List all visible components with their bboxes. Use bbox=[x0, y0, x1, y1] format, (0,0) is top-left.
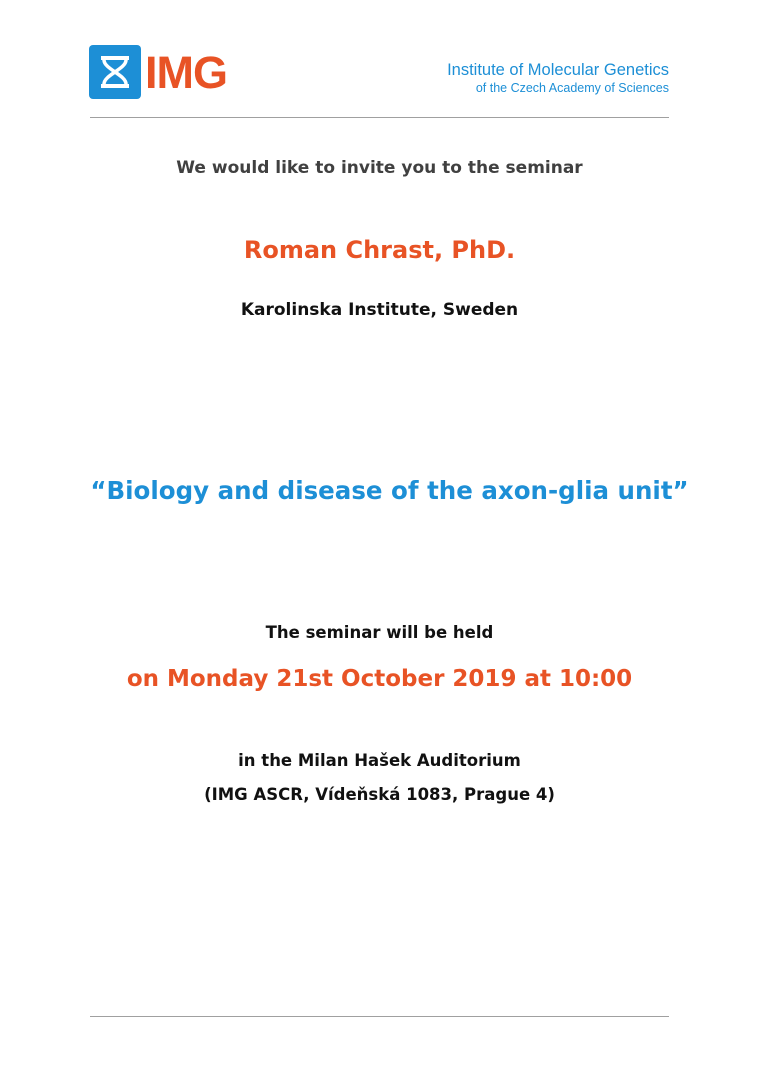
seminar-datetime: on Monday 21st October 2019 at 10:00 bbox=[126, 666, 633, 692]
logo-text: IMG bbox=[145, 46, 227, 98]
invitation-intro: We would like to invite you to the seminar bbox=[176, 158, 583, 178]
img-logo bbox=[89, 45, 227, 99]
speaker-affiliation: Karolinska Institute, Sweden bbox=[240, 300, 519, 320]
header-divider bbox=[90, 117, 669, 118]
institute-name-block bbox=[447, 60, 669, 96]
location-line-2: (IMG ASCR, Vídeňská 1083, Prague 4) bbox=[204, 785, 555, 804]
dna-helix-icon bbox=[89, 45, 141, 99]
location-line-1: in the Milan Hašek Auditorium bbox=[238, 751, 521, 770]
speaker-name: Roman Chrast, PhD. bbox=[243, 236, 516, 264]
talk-title: “Biology and disease of the axon-glia unit” bbox=[90, 476, 689, 505]
institute-subtitle: of the Czech Academy of Sciences bbox=[475, 81, 669, 95]
institute-name: Institute of Molecular Genetics bbox=[447, 61, 669, 79]
footer-divider bbox=[90, 1016, 669, 1017]
held-intro: The seminar will be held bbox=[265, 623, 494, 642]
